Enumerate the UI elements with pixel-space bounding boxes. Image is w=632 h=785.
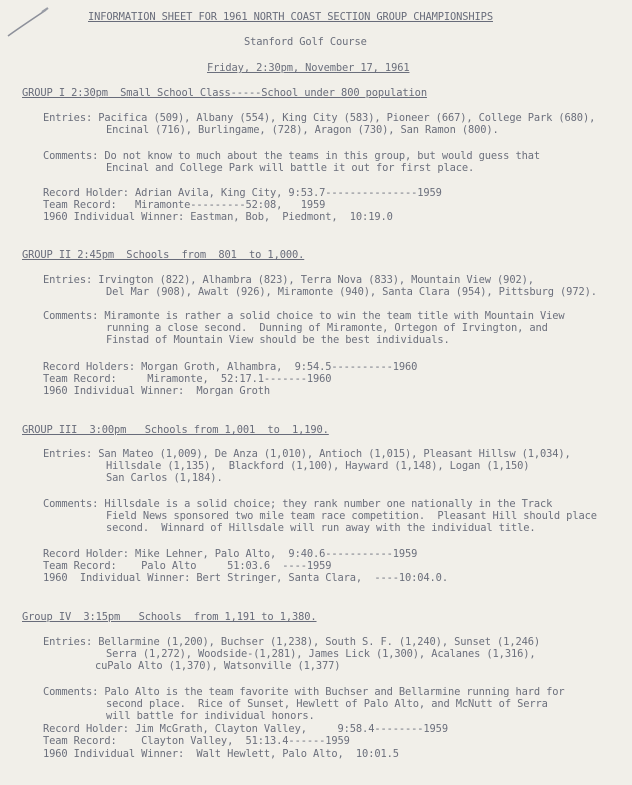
group-3-record-holder: Record Holder: Mike Lehner, Palo Alto, 9:40.6-----------1959: [43, 548, 418, 560]
sheet-title: INFORMATION SHEET FOR 1961 NORTH COAST SECTION GROUP CHAMPIONSHIPS: [88, 11, 493, 23]
group-2-record-holders: Record Holders: Morgan Groth, Alhambra, 9:54.5----------1960: [43, 361, 418, 373]
group-3-entries-line-3: San Carlos (1,184).: [106, 472, 223, 484]
group-2-comments-line-2: running a close second. Dunning of Miramonte, Ortegon of Irvington, and: [106, 322, 548, 334]
course-name: Stanford Golf Course: [244, 36, 367, 48]
group-2-individual-winner: 1960 Individual Winner: Morgan Groth: [43, 385, 271, 397]
group-2-comments-line-3: Finstad of Mountain View should be the best individuals.: [106, 334, 450, 346]
group-3-heading: GROUP III 3:00pm Schools from 1,001 to 1,190.: [22, 424, 329, 436]
group-1-heading: GROUP I 2:30pm Small School Class-----School under 800 population: [22, 87, 427, 99]
group-4-heading: Group IV 3:15pm Schools from 1,191 to 1,380.: [22, 611, 317, 623]
group-1-comments-line-2: Encinal and College Park will battle it out for first place.: [106, 162, 475, 174]
group-2-entries-line-1: Entries: Irvington (822), Alhambra (823), Terra Nova (833), Mountain View (902),: [43, 274, 534, 286]
group-4-comments-line-1: Comments: Palo Alto is the team favorite with Buchser and Bellarmine running hard for: [43, 686, 565, 698]
group-1-comments-line-1: Comments: Do not know to much about the teams in this group, but would guess that: [43, 150, 540, 162]
group-3-individual-winner: 1960 Individual Winner: Bert Stringer, Santa Clara, ----10:04.0.: [43, 572, 448, 584]
group-4-team-record: Team Record: Clayton Valley, 51:13.4------1959: [43, 735, 350, 747]
event-date: Friday, 2:30pm, November 17, 1961: [207, 62, 410, 74]
group-1-individual-winner: 1960 Individual Winner: Eastman, Bob, Piedmont, 10:19.0: [43, 211, 393, 223]
group-1-team-record: Team Record: Miramonte---------52:08, 1959: [43, 199, 326, 211]
group-4-entries-line-1: Entries: Bellarmine (1,200), Buchser (1,238), South S. F. (1,240), Sunset (1,246): [43, 636, 540, 648]
group-4-comments-line-3: will battle for individual honors.: [106, 710, 315, 722]
group-1-entries-line-2: Encinal (716), Burlingame, (728), Aragon (730), San Ramon (800).: [106, 124, 499, 136]
group-4-entries-line-3: cuPalo Alto (1,370), Watsonville (1,377): [95, 660, 341, 672]
group-2-entries-line-2: Del Mar (908), Awalt (926), Miramonte (940), Santa Clara (954), Pittsburg (972).: [106, 286, 597, 298]
group-3-entries-line-2: Hillsdale (1,135), Blackford (1,100), Hayward (1,148), Logan (1,150): [106, 460, 530, 472]
group-3-comments-line-3: second. Winnard of Hillsdale will run away with the individual title.: [106, 522, 536, 534]
group-3-comments-line-1: Comments: Hillsdale is a solid choice; they rank number one nationally in the Track: [43, 498, 553, 510]
group-1-record-holder: Record Holder: Adrian Avila, King City, 9:53.7---------------1959: [43, 187, 442, 199]
group-4-record-holder: Record Holder: Jim McGrath, Clayton Valley, 9:58.4--------1959: [43, 723, 448, 735]
group-2-comments-line-1: Comments: Miramonte is rather a solid choice to win the team title with Mountain View: [43, 310, 565, 322]
group-3-entries-line-1: Entries: San Mateo (1,009), De Anza (1,010), Antioch (1,015), Pleasant Hillsw (1,034),: [43, 448, 571, 460]
group-4-individual-winner: 1960 Individual Winner: Walt Hewlett, Palo Alto, 10:01.5: [43, 748, 399, 760]
group-3-comments-line-2: Field News sponsored two mile team race competition. Pleasant Hill should place: [106, 510, 597, 522]
group-2-heading: GROUP II 2:45pm Schools from 801 to 1,000.: [22, 249, 305, 261]
group-2-team-record: Team Record: Miramonte, 52:17.1-------1960: [43, 373, 332, 385]
group-3-team-record: Team Record: Palo Alto 51:03.6 ----1959: [43, 560, 332, 572]
group-4-entries-line-2: Serra (1,272), Woodside-(1,281), James Lick (1,300), Acalanes (1,316),: [106, 648, 536, 660]
group-4-comments-line-2: second place. Rice of Sunset, Hewlett of Palo Alto, and McNutt of Serra: [106, 698, 548, 710]
group-1-entries-line-1: Entries: Pacifica (509), Albany (554), King City (583), Pioneer (667), College Park (680),: [43, 112, 596, 124]
pen-mark-icon: [6, 6, 50, 40]
